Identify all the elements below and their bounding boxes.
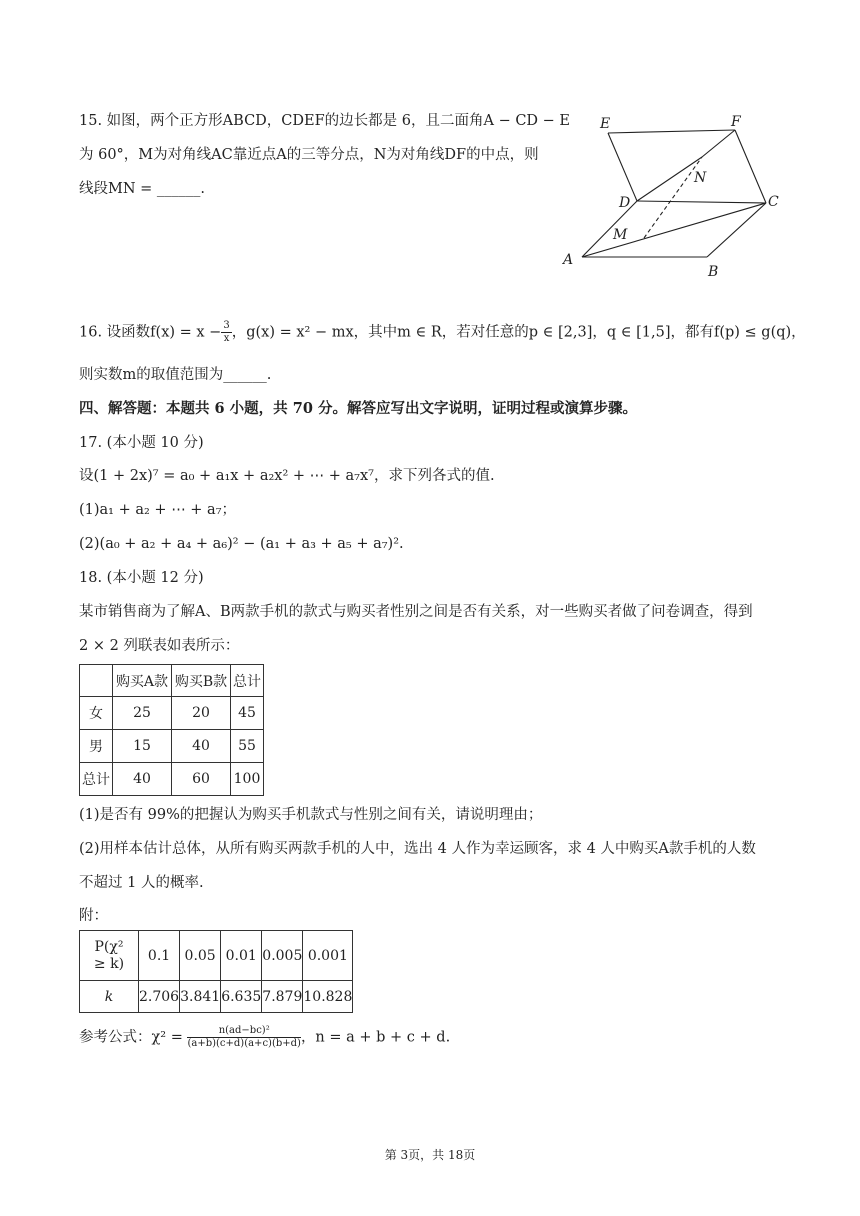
- cell: 20: [172, 697, 231, 730]
- p-label-2: ≥ k): [93, 955, 125, 972]
- cell: 55: [231, 730, 264, 763]
- q16-line2: 则实数m的取值范围为______.: [79, 367, 272, 383]
- chi-square-critical-table: [79, 930, 353, 1013]
- cell: 0.005: [262, 931, 303, 981]
- formula-numerator: n(ad−bc)²: [187, 1025, 300, 1038]
- edge-DC: [637, 201, 766, 203]
- cell: 100: [231, 763, 264, 796]
- q17-heading: 17. (本小题 10 分): [79, 435, 204, 451]
- k-label-cell: k: [80, 981, 139, 1013]
- diag-AC: [582, 203, 766, 257]
- contingency-header-row: [80, 665, 264, 697]
- q16-frac-num: 3: [223, 320, 230, 331]
- formula-prefix: 参考公式：χ² =: [79, 1029, 183, 1046]
- p-label-cell: [80, 931, 139, 981]
- q18-stem1: 某市销售商为了解A、B两款手机的款式与购买者性别之间是否有关系，对一些购买者做了问卷调查，得到: [79, 604, 753, 620]
- contingency-head-3: 总计: [231, 665, 264, 697]
- cell: 2.706: [139, 981, 180, 1013]
- p-label-1: P(χ²: [94, 938, 124, 955]
- cell: 45: [231, 697, 264, 730]
- section-four-heading: 四、解答题：本题共 6 小题，共 70 分。解答应写出文字说明，证明过程或演算步骤。: [79, 400, 637, 417]
- edge-FC: [735, 130, 766, 203]
- cell: 0.01: [221, 931, 262, 981]
- q16-text-b: ，g(x) = x² − mx，其中m ∈ R，若对任意的p ∈ [2,3]，q ∈ [1,5]，都有f(p) ≤ g(q)，: [231, 324, 806, 341]
- contingency-head-0: [80, 665, 113, 697]
- label-B: B: [708, 264, 719, 280]
- q16-frac-den: x: [223, 333, 230, 344]
- cell: 60: [172, 763, 231, 796]
- label-M: M: [613, 227, 628, 243]
- q16-fraction: [221, 320, 231, 345]
- cell: 7.879: [262, 981, 303, 1013]
- q17-part1: (1)a₁ + a₂ + ⋯ + a₇；: [79, 502, 237, 518]
- cell: 6.635: [221, 981, 262, 1013]
- diag-DN: [637, 157, 702, 201]
- formula-fraction: [187, 1025, 300, 1050]
- formula-denominator: (a+b)(c+d)(a+c)(b+d): [187, 1038, 301, 1049]
- table-row: [80, 730, 264, 763]
- q18-heading: 18. (本小题 12 分): [79, 570, 204, 586]
- edge-EF: [608, 130, 735, 133]
- cell: 25: [113, 697, 172, 730]
- cell: 女: [80, 697, 113, 730]
- q18-part2a: (2)用样本估计总体，从所有购买两款手机的人中，选出 4 人作为幸运顾客，求 4 人中购买A款手机的人数: [79, 841, 756, 857]
- cell: 0.05: [180, 931, 221, 981]
- label-D: D: [619, 195, 631, 211]
- label-C: C: [768, 194, 779, 210]
- table-row: [80, 931, 353, 981]
- q17-stem: 设(1 + 2x)⁷ = a₀ + a₁x + a₂x² + ⋯ + a₇x⁷，求下列各式的值.: [79, 468, 495, 484]
- geometry-figure: [560, 110, 780, 285]
- cell: 总计: [80, 763, 113, 796]
- q16-text-a: 16. 设函数f(x) = x −: [79, 324, 222, 341]
- label-N: N: [694, 170, 707, 186]
- cell: 3.841: [180, 981, 221, 1013]
- cell: 男: [80, 730, 113, 763]
- table-row: [80, 697, 264, 730]
- formula-suffix: ，n = a + b + c + d.: [300, 1029, 451, 1046]
- diag-NF: [702, 130, 735, 157]
- appendix-label: 附：: [79, 908, 108, 924]
- label-A: A: [563, 252, 574, 268]
- cell: 0.1: [139, 931, 180, 981]
- label-E: E: [600, 116, 611, 132]
- cell: 40: [113, 763, 172, 796]
- page-footer: 第 3页，共 18页: [384, 1148, 476, 1162]
- q15-line2: 为 60°，M为对角线AC靠近点A的三等分点，N为对角线DF的中点，则: [79, 147, 539, 163]
- q18-stem2: 2 × 2 列联表如表所示：: [79, 638, 240, 654]
- contingency-table: [79, 664, 264, 796]
- table-row: [80, 981, 353, 1013]
- cell: 15: [113, 730, 172, 763]
- contingency-head-1: 购买A款: [113, 665, 172, 697]
- q15-line1: 15. 如图，两个正方形ABCD，CDEF的边长都是 6，且二面角A − CD − E: [79, 113, 570, 129]
- edge-ED: [608, 133, 637, 201]
- contingency-head-2: 购买B款: [172, 665, 231, 697]
- reference-formula: [79, 1025, 450, 1050]
- cell: 0.001: [303, 931, 353, 981]
- cell: 40: [172, 730, 231, 763]
- q17-part2: (2)(a₀ + a₂ + a₄ + a₆)² − (a₁ + a₃ + a₅ + a₇)².: [79, 536, 404, 552]
- cell: 10.828: [303, 981, 353, 1013]
- q15-line3: 线段MN = ______.: [79, 181, 206, 197]
- q18-part2b: 不超过 1 人的概率.: [79, 875, 204, 891]
- q18-part1: (1)是否有 99%的把握认为购买手机款式与性别之间有关，请说明理由；: [79, 807, 543, 823]
- q16-line1: [79, 320, 806, 345]
- table-row: [80, 763, 264, 796]
- label-F: F: [731, 114, 741, 130]
